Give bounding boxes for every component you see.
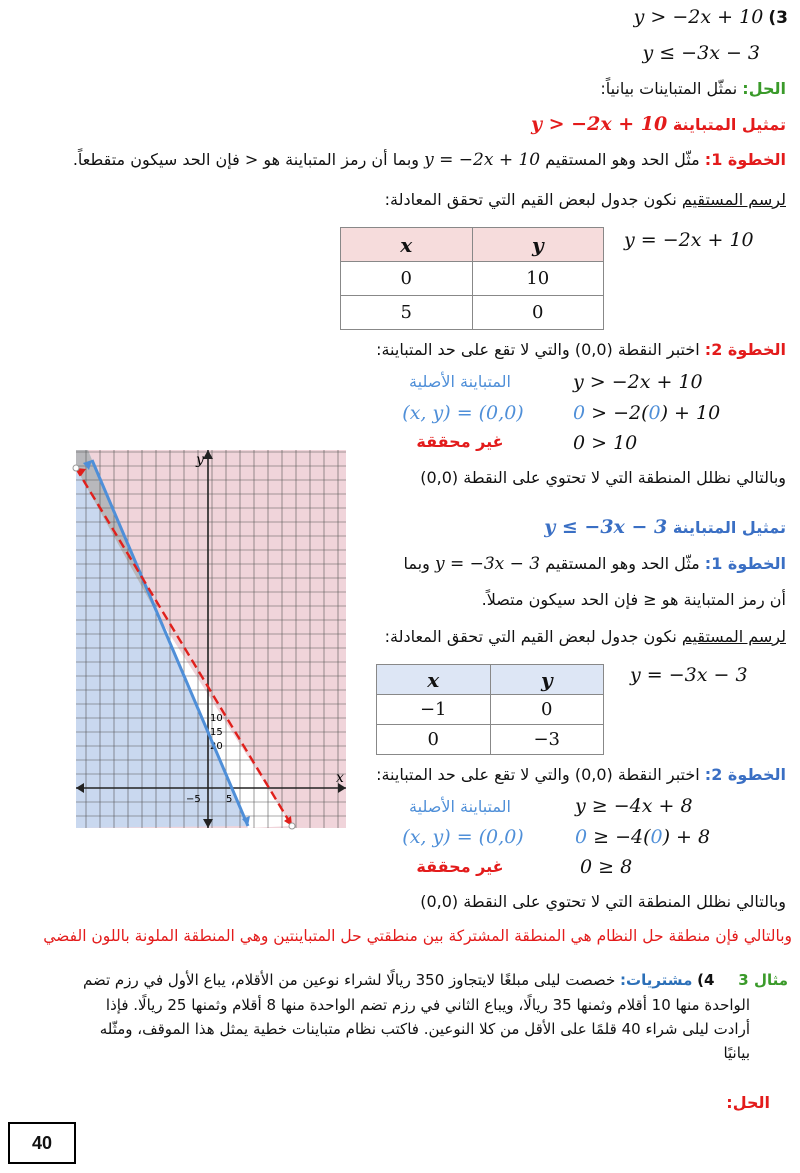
example-solution-label: الحل: <box>726 1093 770 1112</box>
table-header-x: x <box>341 228 473 262</box>
tick-label: 20 <box>210 741 223 752</box>
tick-label: −5 <box>186 794 201 805</box>
table-cell: 10 <box>472 262 604 296</box>
part2-step1-line2: أن رمز المتباينة هو ≤ فإن الحد سيكون متصلاً. <box>481 590 786 609</box>
part1-table-intro: لرسم المستقيم نكون جدول لبعض القيم التي تحقق المعادلة: <box>384 190 786 209</box>
part1-step1: الخطوة 1: مثّل الحد وهو المستقيم y = −2x + 10 وبما أن رمز المتباينة هو < فإن الحد سيكون متقطعاً. <box>72 150 786 170</box>
table-cell: 0 <box>472 296 604 330</box>
table-cell: 0 <box>341 262 473 296</box>
problem-number: (3 <box>768 8 788 28</box>
tick-label: 15 <box>210 727 223 738</box>
table-header-y: y <box>490 665 604 695</box>
table-cell: −3 <box>490 725 604 755</box>
tick-label: 10 <box>210 713 223 724</box>
part2-shade-text: وبالتالي نظلل المنطقة التي لا تحتوي على النقطة (0,0) <box>420 892 786 911</box>
page-number-box: 40 <box>8 1122 76 1164</box>
part2-values-table <box>376 664 604 755</box>
check-verdict: غير محققة <box>416 857 504 876</box>
part1-shade-text: وبالتالي نظلل المنطقة التي لا تحتوي على النقطة (0,0) <box>420 468 786 487</box>
table-cell: 5 <box>341 296 473 330</box>
x-axis-label: x <box>336 770 344 786</box>
open-endpoint <box>289 823 295 829</box>
part2-title: تمثيل المتباينة y ≤ −3x − 3 <box>544 516 786 538</box>
check-point: (x, y) = (0,0) <box>402 402 524 424</box>
part2-step2: الخطوة 2: اختبر النقطة (0,0) والتي لا تقع على حد المتباينة: <box>376 765 786 784</box>
check-result: 0 > 10 <box>573 432 638 454</box>
table-header-x: x <box>377 665 491 695</box>
problem-3-ineq2: y ≤ −3x − 3 <box>642 42 760 64</box>
example-body: الواحدة منها 10 أقلام وثمنها 35 ريالًا، ويباع الثاني في رزم تضم الواحدة منها 8 أقلام وثمنها 25 ريالًا. فإذا أرادت ليلى شراء 40 قلمًا على الأقل من كلا النوعين. فاكتب نظام متباينات خطية يمثل هذا الموقف، ومثّله بيانيًا <box>99 996 750 1062</box>
tick-label: 5 <box>226 794 233 805</box>
open-endpoint <box>73 465 79 471</box>
y-axis-label: y <box>196 452 204 468</box>
conclusion-text: وبالتالي فإن منطقة حل النظام هي المنطقة المشتركة بين منطقتي حل المتباينتين وهي المنطقة الملونة باللون الفضي <box>43 927 792 945</box>
part2-table-eq: y = −3x − 3 <box>630 664 748 686</box>
part1-table-eq: y = −2x + 10 <box>624 229 754 251</box>
part1-step2: الخطوة 2: اختبر النقطة (0,0) والتي لا تقع على حد المتباينة: <box>376 340 786 359</box>
check-original: y ≥ −4x + 8 <box>575 795 693 817</box>
part1-title: تمثيل المتباينة y > −2x + 10 <box>530 113 786 135</box>
example-line: مثال 3 4) مشتريات: خصصت ليلى مبلغًا لايتجاوز 350 ريالًا لشراء نوعين من الأقلام، يباع الأول في رزم تضم <box>82 971 788 989</box>
problem-3-ineq1: y > −2x + 10 (3 <box>633 6 788 28</box>
check-substitute: 0 ≥ −4(0) + 8 <box>575 826 711 848</box>
check-result: 0 ≥ 8 <box>580 856 633 878</box>
check-original: y > −2x + 10 <box>573 371 703 393</box>
check-label: المتباينة الأصلية <box>409 372 511 391</box>
solution-heading: الحل: نمثّل المتباينات بيانياً: <box>600 79 786 98</box>
part2-step1: الخطوة 1: مثّل الحد وهو المستقيم y = −3x − 3 وبما <box>403 554 786 574</box>
part1-values-table <box>340 227 604 330</box>
table-cell: −1 <box>377 695 491 725</box>
check-verdict: غير محققة <box>416 432 504 451</box>
check-point: (x, y) = (0,0) <box>402 826 524 848</box>
table-cell: 0 <box>377 725 491 755</box>
part2-table-intro: لرسم المستقيم نكون جدول لبعض القيم التي تحقق المعادلة: <box>384 627 786 646</box>
check-substitute: 0 > −2(0) + 10 <box>573 402 721 424</box>
check-label: المتباينة الأصلية <box>409 797 511 816</box>
table-header-y: y <box>472 228 604 262</box>
inequality-graph <box>58 446 358 830</box>
table-cell: 0 <box>490 695 604 725</box>
example-3-block <box>83 968 788 992</box>
